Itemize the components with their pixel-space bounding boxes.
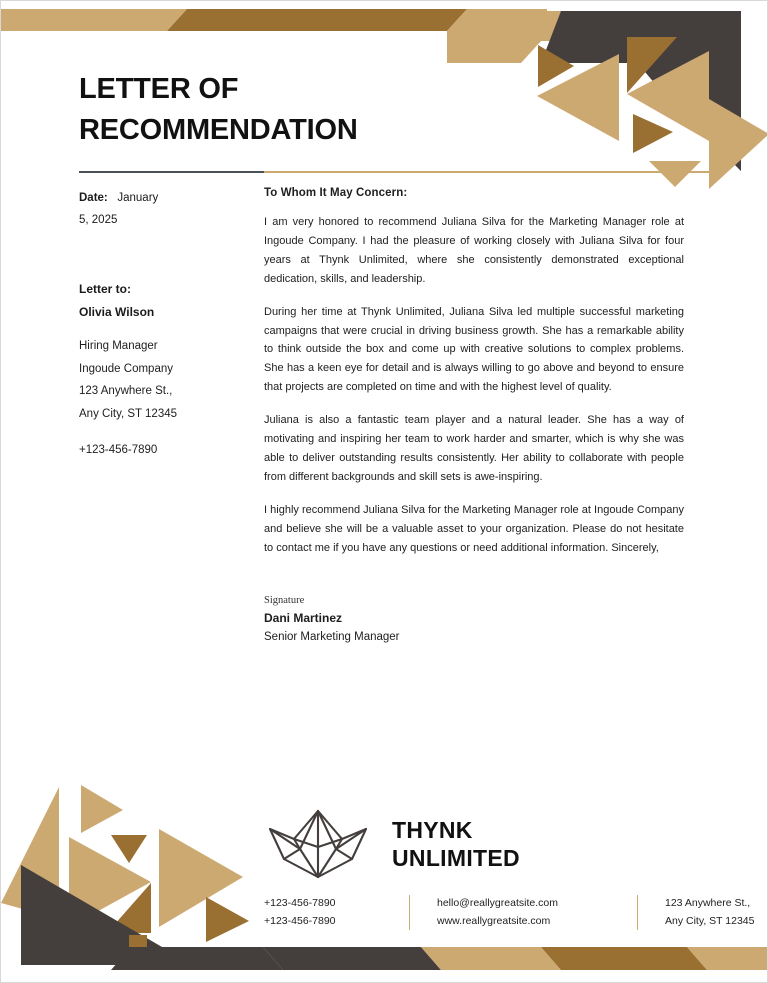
footer-phone-column [264,895,409,930]
recipient-street: 123 Anywhere St., [79,385,173,398]
date-value-part-1: January [117,192,159,204]
date-value-part-2: 5, 2025 [79,214,118,227]
body-paragraph: I highly recommend Juliana Silva for the Marketing Manager role at Ingoude Company and believe she will be a valuable asset to your organization. Please do not hesitate to contact me if you have any questions or need additional information. Sincerely, [264,503,684,554]
recipient-company: Ingoude Company [79,362,173,375]
signature-label: Signature [264,595,305,606]
footer-address-line-1: 123 Anywhere St., [665,897,751,909]
title-line-2: RECOMMENDATION [79,114,358,147]
footer-address-line-2: Any City, ST 12345 [665,914,755,927]
salutation: To Whom It May Concern: [264,187,408,199]
body-paragraph: I am very honored to recommend Juliana Silva for the Marketing Manager role at Ingoude Company. I had the pleasure of working closely with Juliana Silva for four years at Thynk Unlimited, where she consistently demonstrated exceptional dedication, skills, and leadership. [264,216,684,285]
footer-address-column [665,895,755,930]
date-label: Date: [79,192,108,204]
crown-logo-icon [266,807,370,881]
recipient-city: Any City, ST 12345 [79,407,178,420]
signature-name: Dani Martinez [264,610,343,625]
body-paragraph: During her time at Thynk Unlimited, Juliana Silva led multiple successful marketing campaigns that were crucial in driving business growth. She has a remarkable ability to think outside the box and come up with creative solutions to complex problems. She has a keen eye for detail and is always willing to go above and beyond to ensure that projects are completed on time and with the highest level of quality. [264,305,684,394]
footer-divider [409,895,410,930]
footer-email[interactable]: hello@reallygreatsite.com [437,897,558,909]
letter-to-label: Letter to: [79,281,131,296]
meta-spacer [79,232,239,278]
footer-website[interactable]: www.reallygreatsite.com [437,914,551,927]
letter-body-column [264,187,684,558]
footer-contact-bar [264,895,755,930]
divider-gold-segment [264,171,721,173]
footer-brand [266,807,520,881]
title-line-1: LETTER OF [79,73,239,105]
footer-divider [637,895,638,930]
meta-spacer-small [79,323,239,335]
signature-role: Senior Marketing Manager [264,631,400,644]
footer-phone-2[interactable]: +123-456-7890 [264,914,336,927]
footer-phone-1[interactable]: +123-456-7890 [264,897,336,909]
page-title [79,69,479,151]
title-divider-rule [79,171,721,173]
body-paragraph: Juliana is also a fantastic team player and a natural leader. She has a way of motivating and inspiring her team to work harder and smarter, which is why she was able to deliver outstanding results consistently. Her ability to collaborate with people from different backgrounds and skill sets is awe-inspiring. [264,414,684,483]
divider-dark-segment [79,171,264,173]
recipient-phone: +123-456-7890 [79,444,158,457]
date-row [79,187,239,209]
recipient-title: Hiring Manager [79,340,158,353]
brand-line-1: THYNK [392,816,473,843]
footer-web-column [437,895,637,930]
letter-meta-column [79,187,239,462]
signature-block [264,593,584,647]
brand-line-2: UNLIMITED [392,845,520,871]
brand-wordmark [392,816,520,873]
recipient-name: Olivia Wilson [79,304,155,319]
